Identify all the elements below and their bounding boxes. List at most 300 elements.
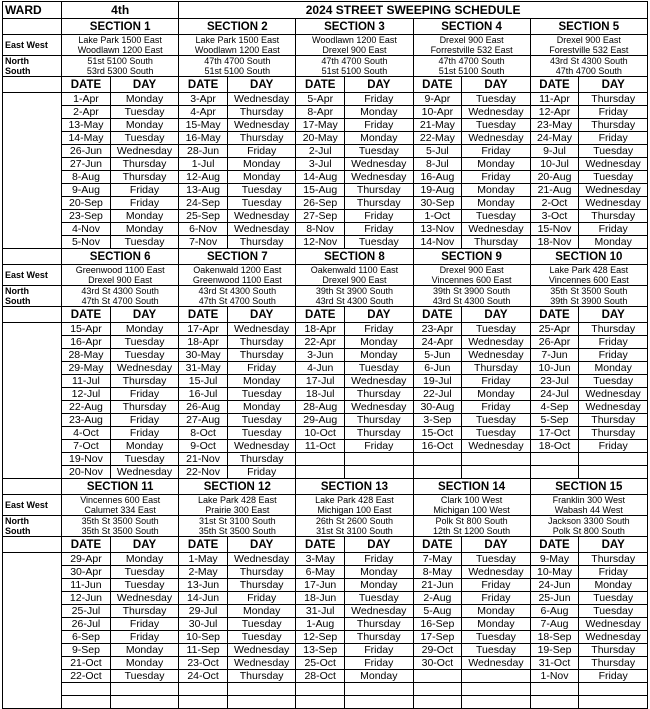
sweep-date: 25-Jul — [62, 605, 111, 618]
sweep-day: Monday — [110, 223, 178, 236]
section-name: SECTION 5 — [530, 19, 647, 35]
label-spacer — [3, 553, 62, 566]
label-spacer — [3, 93, 62, 106]
sweep-day: Thursday — [227, 106, 295, 119]
section-header-row — [3, 19, 648, 35]
boundary-street: 47th 4700 South — [438, 56, 505, 66]
sweep-date: 22-Nov — [179, 466, 228, 479]
sweep-day — [579, 453, 648, 466]
label-spacer — [3, 537, 62, 553]
sweep-day: Friday — [579, 106, 648, 119]
north-south-bounds — [179, 286, 296, 307]
label-spacer — [3, 683, 62, 696]
boundary-street: Woodlawn 1200 East — [77, 45, 163, 55]
sweep-day: Wednesday — [462, 223, 530, 236]
sweep-day: Thursday — [579, 93, 648, 106]
date-column-header: DATE — [296, 77, 345, 93]
label-spacer — [3, 388, 62, 401]
sweep-day: Monday — [462, 184, 530, 197]
sweep-day: Thursday — [345, 618, 413, 631]
sweep-day: Thursday — [579, 414, 648, 427]
header-row — [3, 2, 648, 19]
boundary-street: 31st St 3100 South — [199, 516, 276, 526]
south-label: South — [5, 66, 31, 76]
boundary-street: 26th St 2600 South — [315, 516, 393, 526]
schedule-row — [3, 401, 648, 414]
boundary-street: Forestville 532 East — [549, 45, 629, 55]
label-spacer — [3, 145, 62, 158]
sweep-date: 7-May — [413, 553, 462, 566]
sweep-day: Friday — [110, 631, 178, 644]
sweep-day: Friday — [110, 414, 178, 427]
sweep-day: Wednesday — [110, 362, 178, 375]
boundary-street: 51st 5100 South — [87, 56, 153, 66]
sweep-date — [179, 696, 228, 709]
sweep-day: Thursday — [345, 197, 413, 210]
sweep-date: 19-Nov — [62, 453, 111, 466]
sweep-day: Tuesday — [462, 210, 530, 223]
sweep-date: 23-Aug — [62, 414, 111, 427]
east-west-label: East West — [3, 495, 62, 516]
sweep-day: Friday — [462, 592, 530, 605]
date-column-header: DATE — [413, 77, 462, 93]
sweep-date: 9-Jul — [530, 145, 579, 158]
boundary-street: 47th 4700 South — [204, 56, 271, 66]
sweep-day: Thursday — [579, 210, 648, 223]
boundary-street: Clark 100 West — [440, 495, 503, 505]
label-spacer — [3, 249, 62, 265]
section-name: SECTION 3 — [296, 19, 413, 35]
sweep-day: Wednesday — [579, 388, 648, 401]
sweep-date: 29-Oct — [413, 644, 462, 657]
schedule-row — [3, 696, 648, 709]
sweep-date: 28-May — [62, 349, 111, 362]
sweep-day: Friday — [345, 210, 413, 223]
sweep-day: Thursday — [110, 171, 178, 184]
boundary-street: Wabash 44 West — [554, 505, 623, 515]
east-west-bounds — [296, 35, 413, 56]
sweep-day: Monday — [110, 93, 178, 106]
sweep-date: 26-Sep — [296, 197, 345, 210]
label-spacer — [3, 657, 62, 670]
sweep-day: Tuesday — [110, 566, 178, 579]
sweep-day: Tuesday — [110, 132, 178, 145]
sweep-date: 13-Jun — [179, 579, 228, 592]
schedule-row — [3, 592, 648, 605]
sweep-date — [413, 453, 462, 466]
sweep-date: 2-Jul — [296, 145, 345, 158]
sweep-day: Thursday — [227, 453, 295, 466]
sweep-date: 4-Oct — [62, 427, 111, 440]
sweep-day: Wednesday — [345, 158, 413, 171]
north-south-label — [3, 286, 62, 307]
sweep-day: Thursday — [462, 236, 530, 249]
sweep-day: Wednesday — [227, 644, 295, 657]
sweep-day: Thursday — [345, 388, 413, 401]
sweep-day — [579, 466, 648, 479]
boundary-street: 51st 5100 South — [438, 66, 505, 76]
sweep-date: 4-Jun — [296, 362, 345, 375]
section-header-row — [3, 479, 648, 495]
sweep-date: 11-Jun — [62, 579, 111, 592]
sweep-date: 21-Aug — [530, 184, 579, 197]
boundary-street: 35th St 3500 South — [81, 516, 159, 526]
south-label: South — [5, 296, 31, 306]
east-west-bounds — [530, 495, 647, 516]
sweep-date: 4-Apr — [179, 106, 228, 119]
boundary-street: 12th St 1200 South — [433, 526, 511, 536]
sweep-day — [579, 696, 648, 709]
boundary-street: 35th St 3500 South — [81, 526, 159, 536]
sweep-day: Tuesday — [579, 171, 648, 184]
sweep-day: Monday — [227, 605, 295, 618]
sweep-day: Tuesday — [345, 592, 413, 605]
column-header-row — [3, 537, 648, 553]
schedule-row — [3, 145, 648, 158]
sweep-date: 17-Sep — [413, 631, 462, 644]
sweep-day: Wednesday — [227, 223, 295, 236]
sweep-day: Tuesday — [579, 145, 648, 158]
sweep-date: 20-May — [296, 132, 345, 145]
sweep-day: Wednesday — [227, 210, 295, 223]
boundary-street: Woodlawn 1200 East — [312, 35, 397, 45]
sweep-date: 15-May — [179, 119, 228, 132]
sweep-day: Thursday — [227, 670, 295, 683]
sweep-date: 21-Jun — [413, 579, 462, 592]
north-south-row — [3, 286, 648, 307]
sweep-day: Monday — [579, 362, 648, 375]
sweep-day: Monday — [110, 323, 178, 336]
sweep-date: 18-Jun — [296, 592, 345, 605]
schedule-row — [3, 236, 648, 249]
sweep-day — [345, 683, 413, 696]
boundary-street: Lake Park 428 East — [549, 265, 629, 275]
east-west-bounds — [530, 35, 647, 56]
schedule-title: 2024 STREET SWEEPING SCHEDULE — [179, 2, 648, 19]
sweep-day — [579, 683, 648, 696]
sweep-date — [413, 670, 462, 683]
boundary-street: 31st St 3100 South — [316, 526, 393, 536]
boundary-street: Vincennes 600 East — [548, 275, 629, 285]
label-spacer — [3, 375, 62, 388]
boundary-street: Vincennes 600 East — [80, 495, 161, 505]
label-spacer — [3, 362, 62, 375]
schedule-row — [3, 349, 648, 362]
boundary-street: 43rd St 4300 South — [550, 56, 628, 66]
sweep-day: Wednesday — [345, 171, 413, 184]
east-west-bounds — [296, 495, 413, 516]
label-spacer — [3, 197, 62, 210]
sweep-date: 29-Aug — [296, 414, 345, 427]
sweep-day — [110, 696, 178, 709]
sweep-date: 16-Apr — [62, 336, 111, 349]
north-label: North — [5, 56, 29, 66]
sweep-day: Thursday — [579, 119, 648, 132]
sweep-day: Thursday — [227, 566, 295, 579]
boundary-street: 43rd St 4300 South — [315, 296, 394, 306]
schedule-row — [3, 323, 648, 336]
sweep-date: 22-Jul — [413, 388, 462, 401]
boundary-street: 53rd 5300 South — [86, 66, 154, 76]
sweep-date: 31-Oct — [530, 657, 579, 670]
label-spacer — [3, 106, 62, 119]
sweep-day — [227, 696, 295, 709]
sweep-date: 22-Apr — [296, 336, 345, 349]
label-spacer — [3, 453, 62, 466]
sweep-date: 16-Sep — [413, 618, 462, 631]
sweep-date: 3-Oct — [530, 210, 579, 223]
sweep-day: Tuesday — [110, 236, 178, 249]
sweep-date: 17-Oct — [530, 427, 579, 440]
sweep-date: 12-Sep — [296, 631, 345, 644]
north-south-bounds — [530, 56, 647, 77]
sweep-day: Friday — [227, 362, 295, 375]
sweep-day: Monday — [345, 670, 413, 683]
sweep-date: 30-Jul — [179, 618, 228, 631]
sweep-date: 1-Oct — [413, 210, 462, 223]
north-south-bounds — [530, 516, 647, 537]
east-west-row — [3, 265, 648, 286]
sweep-day: Monday — [462, 158, 530, 171]
day-column-header: DAY — [579, 77, 648, 93]
sweep-date: 15-Aug — [296, 184, 345, 197]
label-spacer — [3, 401, 62, 414]
sweep-date: 8-Aug — [62, 171, 111, 184]
sweep-date: 30-Aug — [413, 401, 462, 414]
sweep-date: 1-May — [179, 553, 228, 566]
section-name: SECTION 9 — [413, 249, 530, 265]
sweep-date: 1-Aug — [296, 618, 345, 631]
sweep-date: 24-Apr — [413, 336, 462, 349]
sweep-date: 12-Jul — [62, 388, 111, 401]
day-column-header: DAY — [345, 307, 413, 323]
boundary-street: 43rd St 4300 South — [81, 286, 159, 296]
sweep-day: Thursday — [345, 414, 413, 427]
day-column-header: DAY — [110, 307, 178, 323]
section-name: SECTION 2 — [179, 19, 296, 35]
sweep-day: Thursday — [227, 336, 295, 349]
sweep-date: 11-Sep — [179, 644, 228, 657]
label-spacer — [3, 223, 62, 236]
section-name: SECTION 4 — [413, 19, 530, 35]
label-spacer — [3, 479, 62, 495]
schedule-row — [3, 440, 648, 453]
date-column-header: DATE — [530, 307, 579, 323]
sweep-date — [296, 683, 345, 696]
north-south-bounds — [62, 516, 179, 537]
label-spacer — [3, 307, 62, 323]
sweep-date: 5-Jul — [413, 145, 462, 158]
schedule-table — [2, 1, 648, 709]
schedule-body — [3, 2, 648, 709]
sweep-day: Monday — [345, 106, 413, 119]
sweep-day: Friday — [345, 553, 413, 566]
sweep-date — [296, 696, 345, 709]
date-column-header: DATE — [179, 537, 228, 553]
sweep-date: 25-Sep — [179, 210, 228, 223]
sweep-day: Tuesday — [110, 579, 178, 592]
sweep-day — [462, 453, 530, 466]
sweep-date: 14-Jun — [179, 592, 228, 605]
sweep-date — [530, 453, 579, 466]
sweep-day: Wednesday — [579, 631, 648, 644]
boundary-street: Lake Park 1500 East — [78, 35, 162, 45]
boundary-street: Calumet 334 East — [84, 505, 156, 515]
sweep-date: 1-Apr — [62, 93, 111, 106]
sweep-date: 6-May — [296, 566, 345, 579]
sweep-day: Tuesday — [227, 388, 295, 401]
sweep-date: 17-May — [296, 119, 345, 132]
section-name: SECTION 6 — [62, 249, 179, 265]
sweep-date: 10-Jul — [530, 158, 579, 171]
boundary-street: Forrestville 532 East — [430, 45, 513, 55]
label-spacer — [3, 77, 62, 93]
sweep-day: Wednesday — [462, 657, 530, 670]
sweep-day: Monday — [462, 618, 530, 631]
sweep-date: 21-Oct — [62, 657, 111, 670]
sweep-date — [413, 466, 462, 479]
sweep-day: Monday — [345, 579, 413, 592]
sweep-date: 8-May — [413, 566, 462, 579]
sweep-date: 26-Aug — [179, 401, 228, 414]
sweep-day: Monday — [227, 171, 295, 184]
label-spacer — [3, 132, 62, 145]
boundary-street: Franklin 300 West — [552, 495, 626, 505]
label-spacer — [3, 631, 62, 644]
sweep-date: 6-Nov — [179, 223, 228, 236]
sweep-day: Tuesday — [110, 453, 178, 466]
boundary-street: Polk St 800 South — [435, 516, 508, 526]
day-column-header: DAY — [110, 537, 178, 553]
label-spacer — [3, 644, 62, 657]
sweep-date: 8-Nov — [296, 223, 345, 236]
sweep-date: 28-Aug — [296, 401, 345, 414]
boundary-street: Prairie 300 East — [205, 505, 270, 515]
section-name: SECTION 14 — [413, 479, 530, 495]
sweep-day: Friday — [462, 375, 530, 388]
east-west-label: East West — [3, 265, 62, 286]
sweep-day: Monday — [462, 197, 530, 210]
ward-value: 4th — [62, 2, 179, 19]
sweep-day: Tuesday — [227, 631, 295, 644]
north-south-bounds — [413, 56, 530, 77]
sweep-day: Friday — [579, 132, 648, 145]
schedule-row — [3, 631, 648, 644]
sweep-date: 28-Jun — [179, 145, 228, 158]
sweep-date: 20-Sep — [62, 197, 111, 210]
schedule-row — [3, 93, 648, 106]
sweep-date: 19-Sep — [530, 644, 579, 657]
schedule-row — [3, 579, 648, 592]
sweep-day: Thursday — [345, 184, 413, 197]
sweep-date — [530, 683, 579, 696]
east-west-bounds — [179, 495, 296, 516]
boundary-street: Greenwood 1100 East — [192, 275, 282, 285]
schedule-row — [3, 605, 648, 618]
north-south-bounds — [296, 286, 413, 307]
north-south-label — [3, 56, 62, 77]
sweep-date: 25-Jun — [530, 592, 579, 605]
sweep-date: 12-Nov — [296, 236, 345, 249]
sweep-date: 3-Jul — [296, 158, 345, 171]
north-label: North — [5, 286, 29, 296]
sweep-date: 15-Jul — [179, 375, 228, 388]
sweep-date: 29-Jul — [179, 605, 228, 618]
sweep-date: 29-Apr — [62, 553, 111, 566]
east-west-bounds — [413, 495, 530, 516]
boundary-street: Drexel 900 East — [322, 45, 387, 55]
sweep-day: Tuesday — [462, 93, 530, 106]
sweep-day: Friday — [345, 657, 413, 670]
boundary-street: Drexel 900 East — [322, 275, 387, 285]
sweep-day: Wednesday — [579, 401, 648, 414]
day-column-header: DAY — [110, 77, 178, 93]
boundary-street: 47th St 4700 South — [198, 296, 276, 306]
sweep-day: Wednesday — [227, 553, 295, 566]
label-spacer — [3, 605, 62, 618]
sweep-date: 15-Nov — [530, 223, 579, 236]
sweep-day: Friday — [462, 579, 530, 592]
sweep-day: Wednesday — [462, 349, 530, 362]
schedule-row — [3, 362, 648, 375]
sweep-date: 19-Aug — [413, 184, 462, 197]
boundary-street: 51st 5100 South — [321, 66, 388, 76]
label-spacer — [3, 427, 62, 440]
sweep-date: 26-Jul — [62, 618, 111, 631]
sweep-date: 21-May — [413, 119, 462, 132]
sweep-day: Monday — [110, 553, 178, 566]
east-west-bounds — [413, 35, 530, 56]
sweep-day: Tuesday — [110, 106, 178, 119]
sweep-date: 8-Jul — [413, 158, 462, 171]
boundary-street: 39th St 3900 South — [550, 296, 628, 306]
boundary-street: Greenwood 1100 East — [75, 265, 165, 275]
sweep-day: Thursday — [110, 158, 178, 171]
sweep-date: 16-Aug — [413, 171, 462, 184]
east-west-row — [3, 35, 648, 56]
sweep-date: 18-Apr — [179, 336, 228, 349]
sweep-day — [462, 683, 530, 696]
sweep-date: 23-May — [530, 119, 579, 132]
sweep-day — [462, 670, 530, 683]
sweep-date: 22-May — [413, 132, 462, 145]
north-south-bounds — [62, 56, 179, 77]
sweep-day: Thursday — [579, 553, 648, 566]
date-column-header: DATE — [62, 77, 111, 93]
label-spacer — [3, 184, 62, 197]
sweep-day: Tuesday — [579, 375, 648, 388]
day-column-header: DAY — [345, 537, 413, 553]
boundary-street: Oakenwald 1200 East — [193, 265, 282, 275]
sweep-date: 3-Apr — [179, 93, 228, 106]
date-column-header: DATE — [179, 77, 228, 93]
date-column-header: DATE — [530, 77, 579, 93]
schedule-row — [3, 106, 648, 119]
sweep-day: Monday — [462, 388, 530, 401]
north-south-bounds — [179, 516, 296, 537]
sweep-day: Monday — [110, 119, 178, 132]
north-south-bounds — [413, 516, 530, 537]
sweep-day: Wednesday — [462, 566, 530, 579]
schedule-row — [3, 453, 648, 466]
schedule-row — [3, 388, 648, 401]
sweep-day: Monday — [462, 605, 530, 618]
east-west-bounds — [62, 265, 179, 286]
sweep-day — [110, 683, 178, 696]
sweep-date: 17-Jul — [296, 375, 345, 388]
sweep-day: Thursday — [579, 323, 648, 336]
east-west-row — [3, 495, 648, 516]
